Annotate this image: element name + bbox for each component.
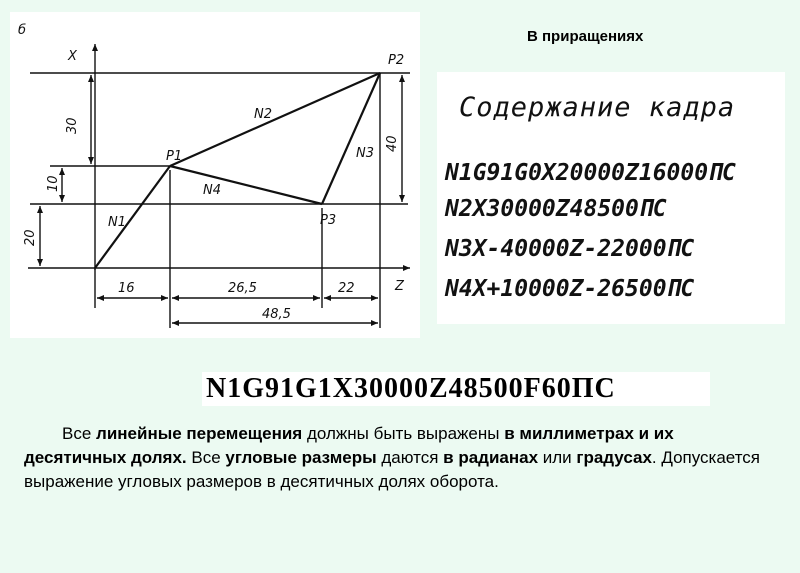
frame-line-2: N2X30000Z48500ПС <box>445 196 667 222</box>
para-text-1: Все <box>62 424 97 443</box>
point-p3-label: P3 <box>320 213 337 228</box>
dim-label-30: 30 <box>65 117 80 134</box>
toolpath-diagram <box>10 12 420 338</box>
para-text-3: Все <box>186 448 226 467</box>
dim-label-48-5: 48,5 <box>262 307 291 322</box>
dim-label-40: 40 <box>385 135 400 152</box>
frame-title: Содержание кадра <box>459 92 736 123</box>
point-p2-label: P2 <box>388 53 405 68</box>
para-bold-2: в миллиметрах и их десятичных долях. <box>24 424 674 467</box>
segment-n3 <box>322 73 380 204</box>
para-bold-4: в радианах <box>443 448 539 467</box>
frame-content-panel <box>437 72 785 324</box>
segment-n1-label: N1 <box>108 215 126 230</box>
para-bold-5: градусах <box>576 448 652 467</box>
dim-label-16: 16 <box>118 281 135 296</box>
para-text-4: даются <box>376 448 444 467</box>
dim-label-10: 10 <box>46 175 61 192</box>
segment-n4 <box>170 166 322 204</box>
dim-label-26-5: 26,5 <box>228 281 257 296</box>
segment-n2-label: N2 <box>254 107 272 122</box>
para-text-6: . Допускается выражение угловых размеров в десятичных долях оборота. <box>24 448 760 491</box>
frame-line-1: N1G91G0X20000Z16000ПС <box>445 160 736 186</box>
z-axis-label: Z <box>395 279 404 294</box>
point-p1-label: P1 <box>166 149 183 164</box>
frame-line-4: N4X+10000Z-26500ПС <box>445 276 695 302</box>
explanation-paragraph <box>24 422 780 494</box>
dim-label-20: 20 <box>23 229 38 246</box>
para-text-2: должны быть выражены <box>302 424 505 443</box>
segment-n3-label: N3 <box>356 146 374 161</box>
para-text-5: или <box>538 448 577 467</box>
frame-line-3: N3X-40000Z-22000ПС <box>445 236 695 262</box>
para-bold-1: линейные перемещения <box>96 424 303 443</box>
panel-label: б <box>18 23 27 38</box>
segment-n1 <box>95 166 170 268</box>
example-block: N1G91G1X30000Z48500F60ПС <box>206 373 616 404</box>
dim-label-22: 22 <box>338 281 355 296</box>
para-bold-3: угловые размеры <box>225 448 377 467</box>
segment-n4-label: N4 <box>203 183 221 198</box>
diagram-panel <box>10 12 420 338</box>
x-axis-label: X <box>68 49 77 64</box>
heading: В приращениях <box>527 28 644 45</box>
example-block-panel <box>202 372 710 406</box>
segment-n2 <box>170 73 380 166</box>
